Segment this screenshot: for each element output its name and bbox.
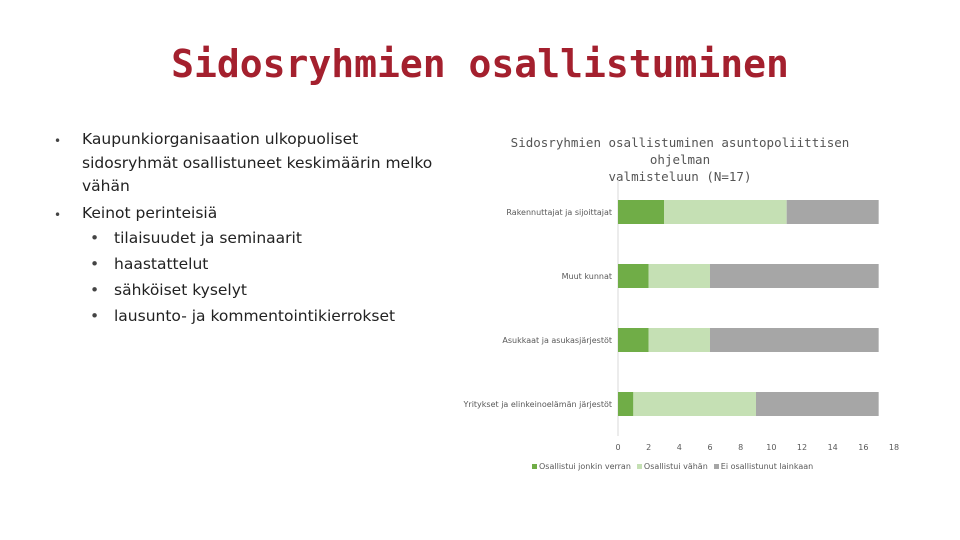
bar-segment [787,200,879,224]
legend-item [714,462,813,471]
bullet-line: vähän [82,177,130,195]
sub-bullet-text: lausunto- ja kommentointikierrokset [114,307,396,325]
x-tick-label: 18 [888,443,900,452]
category-label: Muut kunnat [561,272,612,281]
x-tick-label: 6 [707,443,713,452]
bullet-dot-icon: • [90,255,100,273]
slide-title: Sidosryhmien osallistuminen [171,42,789,86]
bar-segment [710,328,879,352]
bullet-dot-icon: • [54,207,62,222]
bullet-dot-icon: • [90,229,100,247]
chart-title-line: valmisteluun (N=17) [608,169,752,184]
x-tick-label: 2 [646,443,652,452]
bullet-line: sidosryhmät osallistuneet keskimäärin melko [82,153,433,172]
category-label: Asukkaat ja asukasjärjestöt [502,336,612,345]
category-label: Rakennuttajat ja sijoittajat [506,208,612,217]
legend-item [637,462,708,471]
bullet-line: Keinot perinteisiä [82,203,218,222]
bar-segment [710,264,879,288]
bar-segment [618,328,649,352]
bar-segment [618,264,649,288]
bar-segment [618,200,664,224]
legend-label: Ei osallistunut lainkaan [720,462,814,471]
bar-segment [618,392,633,416]
x-tick-label: 4 [676,443,682,452]
x-tick-label: 12 [796,443,808,452]
bar-segment [649,264,710,288]
x-tick-label: 8 [738,443,744,452]
x-tick-label: 16 [858,443,869,452]
legend-label: Osallistui vähän [643,462,708,471]
chart-legend [532,462,819,471]
x-tick-label: 14 [827,443,838,452]
bar-segment [664,200,787,224]
bar-segment [649,328,710,352]
legend-swatch-icon [714,464,719,469]
category-label: Yritykset ja elinkeinoelämän järjestöt [463,400,612,409]
bullet-dot-icon: • [90,281,100,299]
legend-swatch-icon [637,464,642,469]
chart-title-line: Sidosryhmien osallistuminen asuntopoliittisen ohjelman [510,135,850,167]
sub-bullet-text: tilaisuudet ja seminaarit [114,229,302,247]
bullet-line: Kaupunkiorganisaation ulkopuoliset [82,130,359,148]
legend-swatch-icon [532,464,537,469]
bullet-dot-icon: • [54,134,62,148]
x-tick-label: 10 [766,443,777,452]
sub-bullet-text: haastattelut [114,255,209,273]
legend-item [532,462,631,471]
bullet-dot-icon: • [90,307,100,325]
sub-bullet-text: sähköiset kyselyt [114,281,247,299]
bar-segment [756,392,879,416]
bar-segment [633,392,756,416]
legend-label: Osallistui jonkin verran [539,462,631,471]
x-tick-label: 0 [615,443,621,452]
